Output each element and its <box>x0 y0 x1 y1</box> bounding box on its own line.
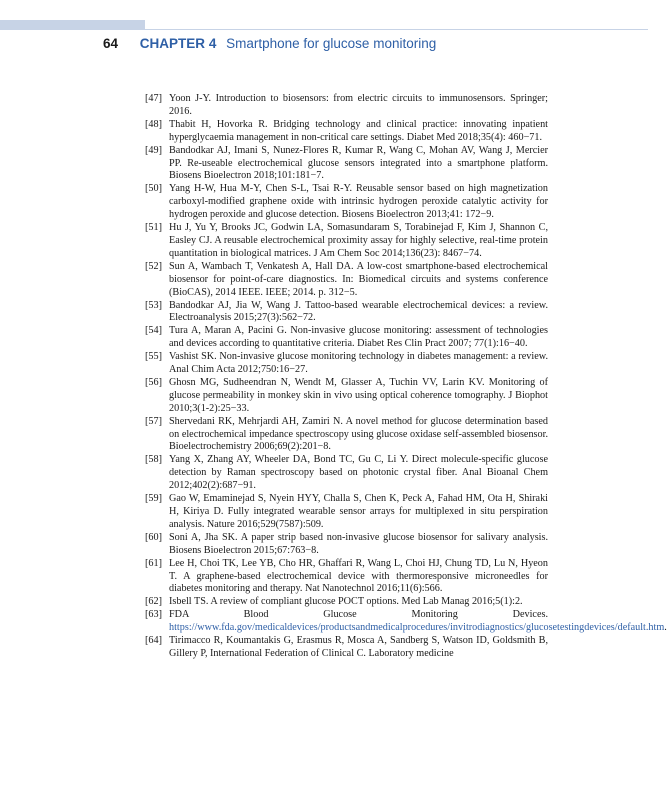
reference-item <box>145 454 548 493</box>
reference-item <box>145 145 548 184</box>
reference-number: [61] <box>145 557 162 569</box>
reference-number: [48] <box>145 118 162 130</box>
reference-text: Gao W, Emaminejad S, Nyein HYY, Challa S, Chen K, Peck A, Fahad HM, Ota H, Shiraki H, Kiriya D. Fully integrated wearable sensor arrays for multiplexed in situ perspiration analysis. Nature 2016;529(7587):509. <box>169 493 548 530</box>
reference-text: Tura A, Maran A, Pacini G. Non-invasive glucose monitoring: assessment of technologies and devices according to quantitative criteria. Diabet Res Clin Pract 2007; 77(1):16−40. <box>169 325 548 350</box>
reference-number: [57] <box>145 415 162 427</box>
reference-text: Yang X, Zhang AY, Wheeler DA, Bond TC, Gu C, Li Y. Direct molecule-specific glucose detection by Raman spectroscopy based on photonic crystal fiber. Anal Bioanal Chem 2012;402(2):687−91. <box>169 454 548 492</box>
reference-text: Tirimacco R, Koumantakis G, Erasmus R, Mosca A, Sandberg S, Watson ID, Goldsmith B, Gillery P, International Federation of Clinical C. Laboratory medicine <box>169 635 548 659</box>
reference-text: Vashist SK. Non-invasive glucose monitoring technology in diabetes management: a review. Anal Chim Acta 2012;750:16−27. <box>169 351 548 376</box>
reference-item <box>145 119 548 145</box>
header-rule <box>145 29 648 30</box>
reference-number: [63] <box>145 609 162 621</box>
reference-text: Hu J, Yu Y, Brooks JC, Godwin LA, Somasundaram S, Torabinejad F, Kim J, Shannon C, Easley CJ. A reusable electrochemical proximity assay for highly selective, real-time protein quantitation in biological matrices. J Am Chem Soc 2014;136(23): 8467−74. <box>169 222 548 259</box>
reference-text-end: . <box>664 622 667 634</box>
reference-number: [50] <box>145 183 162 195</box>
header-color-bar <box>0 20 145 30</box>
reference-item <box>145 183 548 222</box>
reference-link[interactable]: https://www.fda.gov/medicaldevices/productsandmedicalprocedures/invitrodiagnostics/glucosetestingdevices/default.htm <box>169 622 665 634</box>
reference-text: Thabit H, Hovorka R. Bridging technology and clinical practice: innovating inpatient hyperglycaemia management in non-critical care settings. Diabet Med 2018;35(4): 460−71. <box>169 118 548 143</box>
reference-text: Lee H, Choi TK, Lee YB, Cho HR, Ghaffari R, Wang L, Choi HJ, Chung TD, Lu N, Hyeon T. A graphene-based electrochemical device with thermoresponsive microneedles for diabetes monitoring and therapy. Nat Nanotechnol 2016;11(6):566. <box>169 557 548 595</box>
reference-text: Shervedani RK, Mehrjardi AH, Zamiri N. A novel method for glucose determination based on electrochemical impedance spectroscopy using glucose oxidase self-assembled biosensor. Bioelectrochemistry 2006;69(2):201−8. <box>169 415 548 453</box>
reference-number: [60] <box>145 531 162 543</box>
reference-item <box>145 558 548 597</box>
reference-number: [54] <box>145 325 162 337</box>
reference-text: Bandodkar AJ, Jia W, Wang J. Tattoo-based wearable electrochemical devices: a review. Electroanalysis 2015;27(3):562−72. <box>169 299 548 324</box>
reference-item <box>145 493 548 532</box>
reference-item <box>145 532 548 558</box>
reference-number: [56] <box>145 376 162 388</box>
reference-number: [58] <box>145 454 162 466</box>
reference-number: [55] <box>145 351 162 363</box>
reference-number: [51] <box>145 222 162 234</box>
reference-number: [53] <box>145 299 162 311</box>
reference-text: Yoon J-Y. Introduction to biosensors: from electric circuits to immunosensors. Springer; 2016. <box>169 93 548 117</box>
page-number: 64 <box>103 36 119 51</box>
reference-item <box>145 377 548 416</box>
reference-text: Isbell TS. A review of compliant glucose POCT options. Med Lab Manag 2016;5(1):2. <box>169 596 523 608</box>
chapter-title: Smartphone for glucose monitoring <box>226 36 437 51</box>
reference-item <box>145 351 548 377</box>
reference-item <box>145 416 548 455</box>
running-head <box>103 35 436 53</box>
reference-text: Ghosn MG, Sudheendran N, Wendt M, Glasser A, Tuchin VV, Larin KV. Monitoring of glucose permeability in monkey skin in vivo using optical coherence tomography. J Biophot 2010;3(1-2):25−33. <box>169 376 548 414</box>
reference-item <box>145 635 548 661</box>
reference-text: FDA Blood Glucose Monitoring Devices. <box>169 609 548 621</box>
reference-number: [59] <box>145 493 162 505</box>
reference-number: [47] <box>145 93 162 104</box>
reference-number: [49] <box>145 144 162 156</box>
reference-item <box>145 93 548 119</box>
reference-item <box>145 261 548 300</box>
reference-list <box>145 93 667 661</box>
reference-item <box>145 300 548 326</box>
reference-number: [64] <box>145 635 162 647</box>
reference-text: Soni A, Jha SK. A paper strip based non-invasive glucose biosensor for salivary analysis. Biosens Bioelectron 2015;67:763−8. <box>169 531 548 556</box>
reference-text: Bandodkar AJ, Imani S, Nunez-Flores R, Kumar R, Wang C, Mohan AV, Wang J, Mercier PP. Re-useable electrochemical glucose sensors integrated into a smartphone platform. Biosens Bioelectron 2018;101:181−7. <box>169 144 548 182</box>
reference-item <box>145 596 548 609</box>
reference-item <box>145 222 548 261</box>
reference-item <box>145 325 548 351</box>
reference-item <box>145 609 667 635</box>
chapter-number: 4 <box>208 36 217 51</box>
reference-text: Sun A, Wambach T, Venkatesh A, Hall DA. A low-cost smartphone-based electrochemical biosensor for point-of-care diagnostics. In: Biomedical circuits and systems conference (BioCAS), 2014 IEEE. IEEE; 2014. p. 312−5. <box>169 260 548 298</box>
reference-number: [62] <box>145 596 162 608</box>
reference-number: [52] <box>145 260 162 272</box>
reference-text: Yang H-W, Hua M-Y, Chen S-L, Tsai R-Y. Reusable sensor based on high magnetization carboxyl-modified graphene oxide with intrinsic hydrogen peroxide catalytic activity for hydrogen peroxide and glucose detection. Biosens Bioelectron 2013;41: 172−9. <box>169 183 548 221</box>
chapter-label: CHAPTER <box>139 36 206 51</box>
